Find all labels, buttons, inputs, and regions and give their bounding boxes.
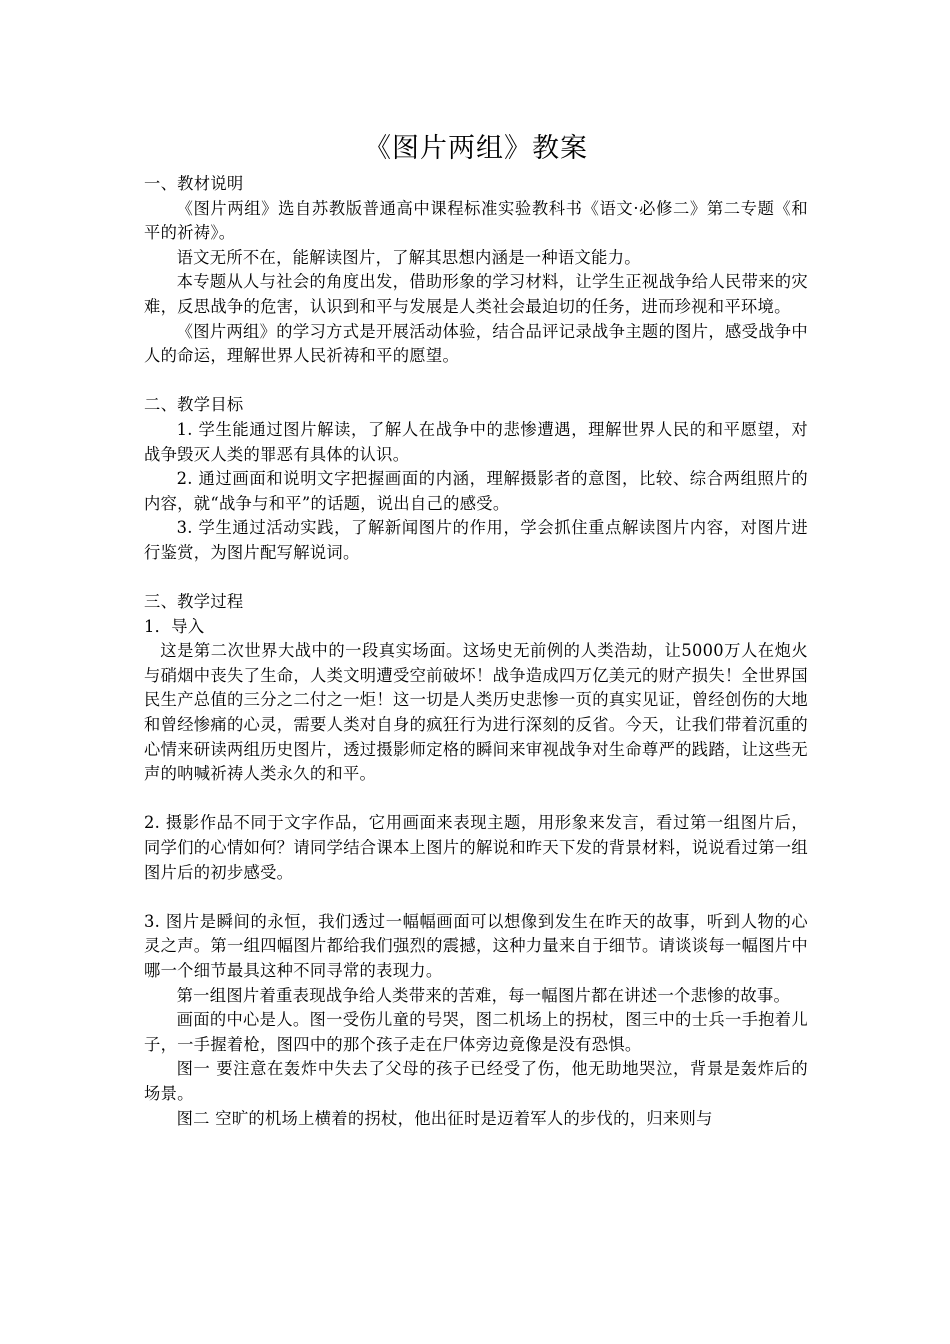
paragraph: 2. 摄影作品不同于文字作品，它用画面来表现主题，用形象来发言，看过第一组图片后，同学们的心情如何？请同学结合课本上图片的解说和昨天下发的背景材料，说说看过第一组图片后的初步感受。 xyxy=(144,813,808,882)
paragraph: 画面的中心是人。图一受伤儿童的号哭，图二机场上的拐杖，图三中的士兵一手抱着儿子，一手握着枪，图四中的那个孩子走在尸体旁边竟像是没有恐惧。 xyxy=(144,1010,808,1054)
goal-item: 3. 学生通过活动实践，了解新闻图片的作用，学会抓住重点解读图片内容，对图片进行鉴赏，为图片配写解说词。 xyxy=(144,518,808,562)
section-heading-goals: 二、教学目标 xyxy=(144,395,244,415)
paragraph: 3. 图片是瞬间的永恒，我们透过一幅幅画面可以想像到发生在昨天的故事，听到人物的心灵之声。第一组四幅图片都给我们强烈的震撼，这种力量来自于细节。请谈谈每一幅图片中哪一个细节最具这种不同寻常的表现力。 xyxy=(144,911,808,980)
section-heading-process: 三、教学过程 xyxy=(144,592,244,612)
goal-item: 2. 通过画面和说明文字把握画面的内涵，理解摄影者的意图，比较、综合两组照片的内容，就“战争与和平”的话题，说出自己的感受。 xyxy=(144,469,808,513)
paragraph: 《图片两组》的学习方式是开展活动体验，结合品评记录战争主题的图片，感受战争中人的命运，理解世界人民祈祷和平的愿望。 xyxy=(144,321,808,366)
spacer xyxy=(144,566,808,591)
step-heading: 1．导入 xyxy=(144,616,205,636)
section-heading-materials: 一、教材说明 xyxy=(144,174,244,193)
spacer xyxy=(144,369,808,394)
paragraph: 第一组图片着重表现战争给人类带来的苦难，每一幅图片都在讲述一个悲惨的故事。 xyxy=(176,985,791,1005)
paragraph: 语文无所不在，能解读图片，了解其思想内涵是一种语文能力。 xyxy=(176,247,641,267)
spacer xyxy=(144,787,808,812)
paragraph: 图二 空旷的机场上横着的拐杖，他出征时是迈着军人的步伐的，归来则与 xyxy=(176,1108,713,1128)
spacer xyxy=(144,885,808,910)
goal-item: 1. 学生能通过图片解读，了解人在战争中的悲惨遭遇，理解世界人民的和平愿望，对战争毁灭人类的罪恶有具体的认识。 xyxy=(144,419,808,464)
paragraph: 图一 要注意在轰炸中失去了父母的孩子已经受了伤，他无助地哭泣，背景是轰炸后的场景。 xyxy=(144,1059,808,1103)
paragraph: 这是第二次世界大战中的一段真实场面。这场史无前例的人类浩劫，让5000万人在炮火与硝烟中丧失了生命，人类文明遭受空前破坏！战争造成四万亿美元的财产损失！全世界国民生产总值的三分之二付之一炬！这一切是人类历史悲惨一页的真实见证，曾经创伤的大地和曾经惨痛的心灵，需要人类对自身的疯狂行为进行深刻的反省。今天，让我们带着沉重的心情来研读两组历史图片，透过摄影师定格的瞬间来审视战争对生命尊严的践踏，让这些无声的呐喊祈祷人类永久的和平。 xyxy=(144,641,808,784)
paragraph: 《图片两组》选自苏教版普通高中课程标准实验教科书《语文·必修二》第二专题《和平的祈祷》。 xyxy=(144,198,808,243)
document-page xyxy=(144,128,808,1131)
document-title: 《图片两组》教案 xyxy=(364,133,588,164)
paragraph: 本专题从人与社会的角度出发，借助形象的学习材料，让学生正视战争给人民带来的灾难，反思战争的危害，认识到和平与发展是人类社会最迫切的任务，进而珍视和平环境。 xyxy=(144,272,808,316)
